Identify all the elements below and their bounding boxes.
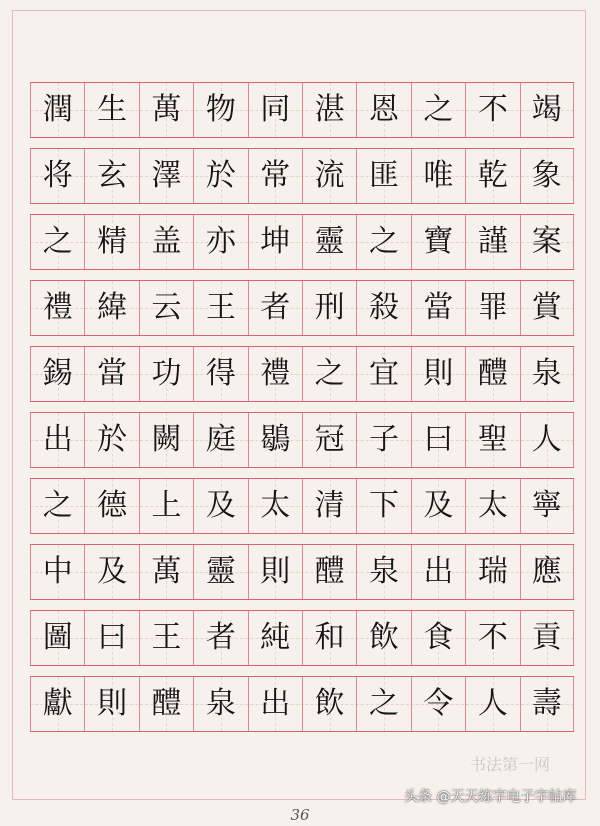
character: 案: [531, 224, 562, 259]
character: 當: [423, 290, 454, 325]
character: 及: [423, 488, 454, 523]
grid-cell: [520, 677, 574, 731]
grid-cell: [356, 281, 410, 335]
grid-cell: [248, 677, 302, 731]
grid-cell: [520, 347, 574, 401]
grid-cell: [465, 413, 519, 467]
grid-cell: [193, 281, 247, 335]
grid-cell: [465, 347, 519, 401]
grid-cell: [465, 545, 519, 599]
grid-cell: [248, 611, 302, 665]
character: 生: [97, 92, 128, 127]
character: 食: [423, 620, 454, 655]
character: 澤: [151, 158, 182, 193]
grid-cell: [193, 215, 247, 269]
character: 得: [205, 356, 236, 391]
grid-cell: [139, 149, 193, 203]
character: 精: [97, 224, 128, 259]
character: 靈: [205, 554, 236, 589]
character: 泉: [205, 686, 236, 721]
grid-cell: [30, 347, 84, 401]
character: 清: [314, 488, 345, 523]
grid-cell: [193, 413, 247, 467]
grid-cell: [30, 83, 84, 137]
character: 不: [477, 92, 508, 127]
character: 潤: [42, 92, 73, 127]
grid-cell: [139, 545, 193, 599]
grid-cell: [248, 149, 302, 203]
character: 禮: [260, 356, 291, 391]
grid-cell: [84, 281, 138, 335]
grid-row: [30, 478, 574, 534]
grid-row: [30, 82, 574, 138]
character: 竭: [531, 92, 562, 127]
character: 醴: [151, 686, 182, 721]
grid-cell: [84, 545, 138, 599]
grid-cell: [30, 479, 84, 533]
grid-cell: [84, 83, 138, 137]
grid-cell: [465, 677, 519, 731]
grid-cell: [193, 149, 247, 203]
grid-cell: [193, 83, 247, 137]
grid-cell: [411, 83, 465, 137]
grid-cell: [139, 215, 193, 269]
character: 上: [151, 488, 182, 523]
grid-cell: [520, 545, 574, 599]
character: 純: [260, 620, 291, 655]
character: 則: [423, 356, 454, 391]
grid-cell: [302, 479, 356, 533]
grid-cell: [411, 611, 465, 665]
grid-cell: [520, 83, 574, 137]
grid-row: [30, 412, 574, 468]
character: 瑞: [477, 554, 508, 589]
character: 聖: [477, 422, 508, 457]
grid-cell: [465, 281, 519, 335]
grid-cell: [302, 281, 356, 335]
grid-cell: [30, 149, 84, 203]
grid-cell: [139, 413, 193, 467]
grid-cell: [139, 83, 193, 137]
grid-cell: [520, 479, 574, 533]
grid-cell: [356, 611, 410, 665]
grid-cell: [248, 413, 302, 467]
character: 唯: [423, 158, 454, 193]
grid-cell: [84, 677, 138, 731]
character: 壽: [531, 686, 562, 721]
grid-cell: [84, 215, 138, 269]
faint-watermark: 书法第一网: [470, 755, 551, 774]
grid-cell: [139, 347, 193, 401]
character: 應: [531, 554, 562, 589]
character: 醴: [477, 356, 508, 391]
character: 之: [369, 224, 400, 259]
grid-cell: [30, 215, 84, 269]
character: 曰: [97, 620, 128, 655]
grid-cell: [465, 149, 519, 203]
grid-row: [30, 148, 574, 204]
grid-cell: [465, 83, 519, 137]
grid-cell: [356, 83, 410, 137]
character: 人: [531, 422, 562, 457]
grid-cell: [302, 215, 356, 269]
grid-row: [30, 676, 574, 732]
character: 之: [423, 92, 454, 127]
character: 者: [260, 290, 291, 325]
character: 匪: [369, 158, 400, 193]
grid-cell: [411, 545, 465, 599]
grid-cell: [139, 611, 193, 665]
grid-row: [30, 610, 574, 666]
character: 禮: [42, 290, 73, 325]
grid-cell: [193, 479, 247, 533]
character: 及: [97, 554, 128, 589]
character: 不: [477, 620, 508, 655]
grid-cell: [302, 83, 356, 137]
character: 刑: [314, 290, 345, 325]
character: 緯: [97, 290, 128, 325]
character: 於: [205, 158, 236, 193]
character: 錫: [42, 356, 73, 391]
grid-cell: [356, 677, 410, 731]
grid-cell: [193, 347, 247, 401]
character: 則: [260, 554, 291, 589]
grid-cell: [84, 611, 138, 665]
grid-cell: [356, 413, 410, 467]
character: 云: [151, 290, 182, 325]
character: 圖: [42, 620, 73, 655]
character: 恩: [369, 92, 400, 127]
character: 宜: [369, 356, 400, 391]
character: 及: [205, 488, 236, 523]
character: 物: [205, 92, 236, 127]
character: 和: [314, 620, 345, 655]
grid-cell: [248, 215, 302, 269]
grid-cell: [465, 215, 519, 269]
character: 将: [42, 158, 73, 193]
copybook-grid: [30, 82, 574, 742]
character: 寶: [423, 224, 454, 259]
grid-cell: [520, 215, 574, 269]
character: 鶡: [260, 422, 291, 457]
grid-cell: [465, 611, 519, 665]
grid-cell: [139, 479, 193, 533]
character: 泉: [531, 356, 562, 391]
character: 庭: [205, 422, 236, 457]
character: 出: [423, 554, 454, 589]
grid-cell: [356, 479, 410, 533]
character: 太: [260, 488, 291, 523]
character: 罪: [477, 290, 508, 325]
character: 乾: [477, 158, 508, 193]
grid-cell: [302, 413, 356, 467]
character: 靈: [314, 224, 345, 259]
grid-cell: [411, 413, 465, 467]
grid-cell: [302, 677, 356, 731]
character: 下: [369, 488, 400, 523]
grid-cell: [30, 545, 84, 599]
character: 獻: [42, 686, 73, 721]
grid-cell: [465, 479, 519, 533]
character: 殺: [369, 290, 400, 325]
grid-cell: [302, 149, 356, 203]
grid-cell: [30, 413, 84, 467]
character: 湛: [314, 92, 345, 127]
character: 之: [42, 224, 73, 259]
grid-cell: [84, 413, 138, 467]
character: 象: [531, 158, 562, 193]
character: 貢: [531, 620, 562, 655]
character: 冠: [314, 422, 345, 457]
character: 之: [42, 488, 73, 523]
character: 則: [97, 686, 128, 721]
character: 萬: [151, 554, 182, 589]
character: 出: [42, 422, 73, 457]
grid-row: [30, 214, 574, 270]
character: 中: [42, 554, 73, 589]
grid-row: [30, 280, 574, 336]
grid-cell: [30, 611, 84, 665]
character: 坤: [260, 224, 291, 259]
character: 令: [423, 686, 454, 721]
grid-cell: [411, 347, 465, 401]
grid-cell: [248, 545, 302, 599]
grid-cell: [248, 347, 302, 401]
character: 盖: [151, 224, 182, 259]
character: 賞: [531, 290, 562, 325]
page-number: 36: [290, 806, 310, 824]
grid-cell: [356, 149, 410, 203]
character: 太: [477, 488, 508, 523]
character: 飲: [369, 620, 400, 655]
character: 之: [314, 356, 345, 391]
character: 功: [151, 356, 182, 391]
grid-cell: [84, 149, 138, 203]
grid-cell: [411, 479, 465, 533]
character: 寧: [531, 488, 562, 523]
grid-cell: [356, 545, 410, 599]
grid-cell: [30, 281, 84, 335]
grid-row: [30, 346, 574, 402]
character: 萬: [151, 92, 182, 127]
character: 於: [97, 422, 128, 457]
character: 德: [97, 488, 128, 523]
character: 王: [205, 290, 236, 325]
grid-cell: [302, 545, 356, 599]
grid-cell: [411, 281, 465, 335]
character: 泉: [369, 554, 400, 589]
character: 人: [477, 686, 508, 721]
character: 闕: [151, 422, 182, 457]
grid-cell: [520, 611, 574, 665]
character: 子: [369, 422, 400, 457]
grid-cell: [411, 149, 465, 203]
character: 出: [260, 686, 291, 721]
grid-cell: [248, 83, 302, 137]
character: 常: [260, 158, 291, 193]
grid-cell: [302, 611, 356, 665]
character: 醴: [314, 554, 345, 589]
grid-cell: [139, 281, 193, 335]
grid-cell: [248, 281, 302, 335]
grid-cell: [356, 347, 410, 401]
grid-cell: [84, 347, 138, 401]
grid-cell: [139, 677, 193, 731]
grid-cell: [302, 347, 356, 401]
grid-cell: [411, 215, 465, 269]
grid-cell: [411, 677, 465, 731]
source-watermark: 头条 @天天练字电子字帖库: [404, 789, 577, 805]
character: 之: [369, 686, 400, 721]
grid-row: [30, 544, 574, 600]
character: 曰: [423, 422, 454, 457]
character: 亦: [205, 224, 236, 259]
character: 玄: [97, 158, 128, 193]
grid-cell: [84, 479, 138, 533]
grid-cell: [520, 281, 574, 335]
grid-cell: [193, 611, 247, 665]
grid-cell: [520, 149, 574, 203]
character: 謹: [477, 224, 508, 259]
character: 者: [205, 620, 236, 655]
character: 王: [151, 620, 182, 655]
grid-cell: [520, 413, 574, 467]
character: 同: [260, 92, 291, 127]
character: 流: [314, 158, 345, 193]
grid-cell: [193, 677, 247, 731]
character: 當: [97, 356, 128, 391]
grid-cell: [248, 479, 302, 533]
grid-cell: [356, 215, 410, 269]
character: 飲: [314, 686, 345, 721]
grid-cell: [193, 545, 247, 599]
grid-cell: [30, 677, 84, 731]
